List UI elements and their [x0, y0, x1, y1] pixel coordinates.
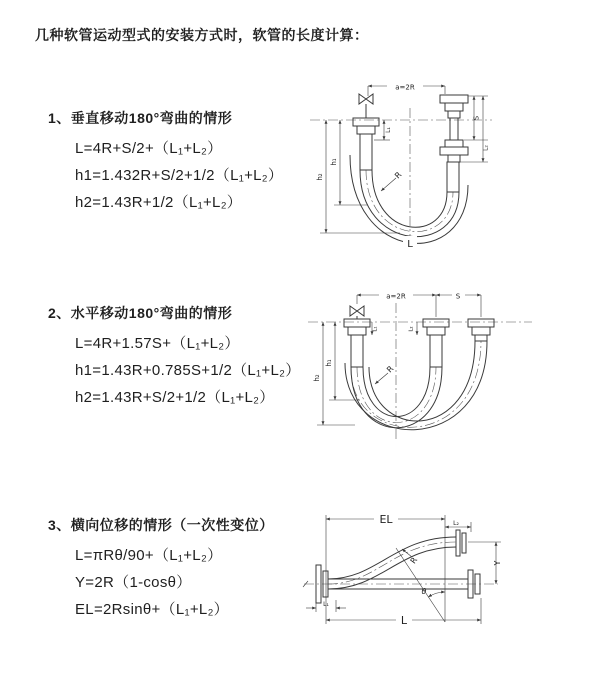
formula-L: L=πRθ/90+（L₁+L₂）	[75, 547, 223, 564]
nut	[445, 140, 463, 147]
nut	[427, 327, 445, 335]
length-label: L	[407, 239, 413, 250]
braid-section	[351, 335, 363, 367]
braid-section	[360, 134, 372, 170]
dim-label-a2r: a=2R	[395, 83, 415, 92]
construction-lines	[396, 515, 445, 622]
dim-label-l2: L₂	[482, 145, 490, 151]
dim-label-l1: L₁	[385, 127, 392, 133]
middle-end-fitting	[423, 319, 449, 367]
dim-label-h1: h₁	[325, 359, 333, 367]
diagram-horizontal-180-bend	[300, 283, 595, 448]
centerlines	[303, 542, 498, 587]
braid-section	[447, 162, 459, 192]
formula-EL: EL=2Rsinθ+（L₁+L₂）	[75, 601, 229, 618]
formula-h2: h2=1.43R+S/2+1/2（L₁+L₂）	[75, 389, 275, 406]
page-title: 几种软管运动型式的安装方式时，软管的长度计算：	[35, 27, 369, 43]
dim-label-y: Y	[493, 560, 502, 566]
nut	[357, 126, 375, 134]
flange	[468, 319, 494, 327]
formula-h1: h1=1.43R+0.785S+1/2（L₁+L₂）	[75, 362, 301, 379]
nut	[472, 327, 490, 335]
section-3-heading: 3、横向位移的情形（一次性变位）	[48, 517, 274, 533]
dim-label-h1: h₁	[330, 158, 338, 166]
flange	[423, 319, 449, 327]
dim-label-s: S	[455, 292, 461, 301]
top-right-end-fitting	[456, 530, 466, 556]
valve-icon	[359, 94, 373, 104]
dim-label-el: EL	[379, 513, 393, 526]
dim-label-l2: L₂	[453, 520, 459, 527]
braid-section	[430, 335, 442, 367]
flange	[353, 118, 379, 126]
dim-label-l: L	[400, 614, 408, 627]
flange	[440, 95, 468, 103]
radius-label: R	[408, 555, 420, 566]
flange	[456, 530, 460, 556]
dim-label-l1: L₁	[323, 601, 329, 608]
section-2-heading: 2、水平移动180°弯曲的情形	[48, 305, 233, 321]
dim-label-h2: h₂	[316, 173, 324, 181]
valve-icon	[350, 306, 364, 316]
formula-Y: Y=2R（1-cosθ）	[75, 574, 192, 591]
formula-L: L=4R+S/2+（L₁+L₂）	[75, 140, 223, 157]
hose-body	[345, 341, 487, 430]
dim-label-s: S	[472, 115, 481, 121]
section-vertical-movement	[48, 108, 283, 216]
left-end-fitting	[344, 306, 370, 367]
section-1-heading: 1、垂直移动180°弯曲的情形	[48, 110, 233, 126]
hose-body	[350, 155, 468, 243]
section-lateral-displacement	[48, 515, 274, 623]
diagram-lateral-displacement	[298, 500, 598, 645]
radius-label: R	[393, 170, 404, 181]
formula-h2: h2=1.43R+1/2（L₁+L₂）	[75, 194, 243, 211]
nut	[348, 327, 366, 335]
radius-label: R	[385, 364, 396, 375]
dimension-lines	[313, 289, 481, 425]
formula-h1: h1=1.432R+S/2+1/2（L₁+L₂）	[75, 167, 284, 184]
dim-label-l2: L₂	[408, 326, 415, 332]
section-horizontal-movement	[48, 303, 301, 411]
diagram-vertical-180-bend	[300, 72, 595, 257]
flange	[344, 319, 370, 327]
dim-label-h2: h₂	[313, 374, 321, 382]
nut	[445, 103, 463, 111]
right-end-fitting	[440, 95, 468, 192]
left-end-fitting	[353, 94, 379, 170]
dim-label-l1: L₁	[372, 326, 379, 332]
dim-label-a2r: a=2R	[386, 292, 406, 301]
angle-label: θ	[421, 587, 427, 596]
flange	[462, 533, 466, 553]
flange	[440, 147, 468, 155]
formula-L: L=4R+1.57S+（L₁+L₂）	[75, 335, 240, 352]
